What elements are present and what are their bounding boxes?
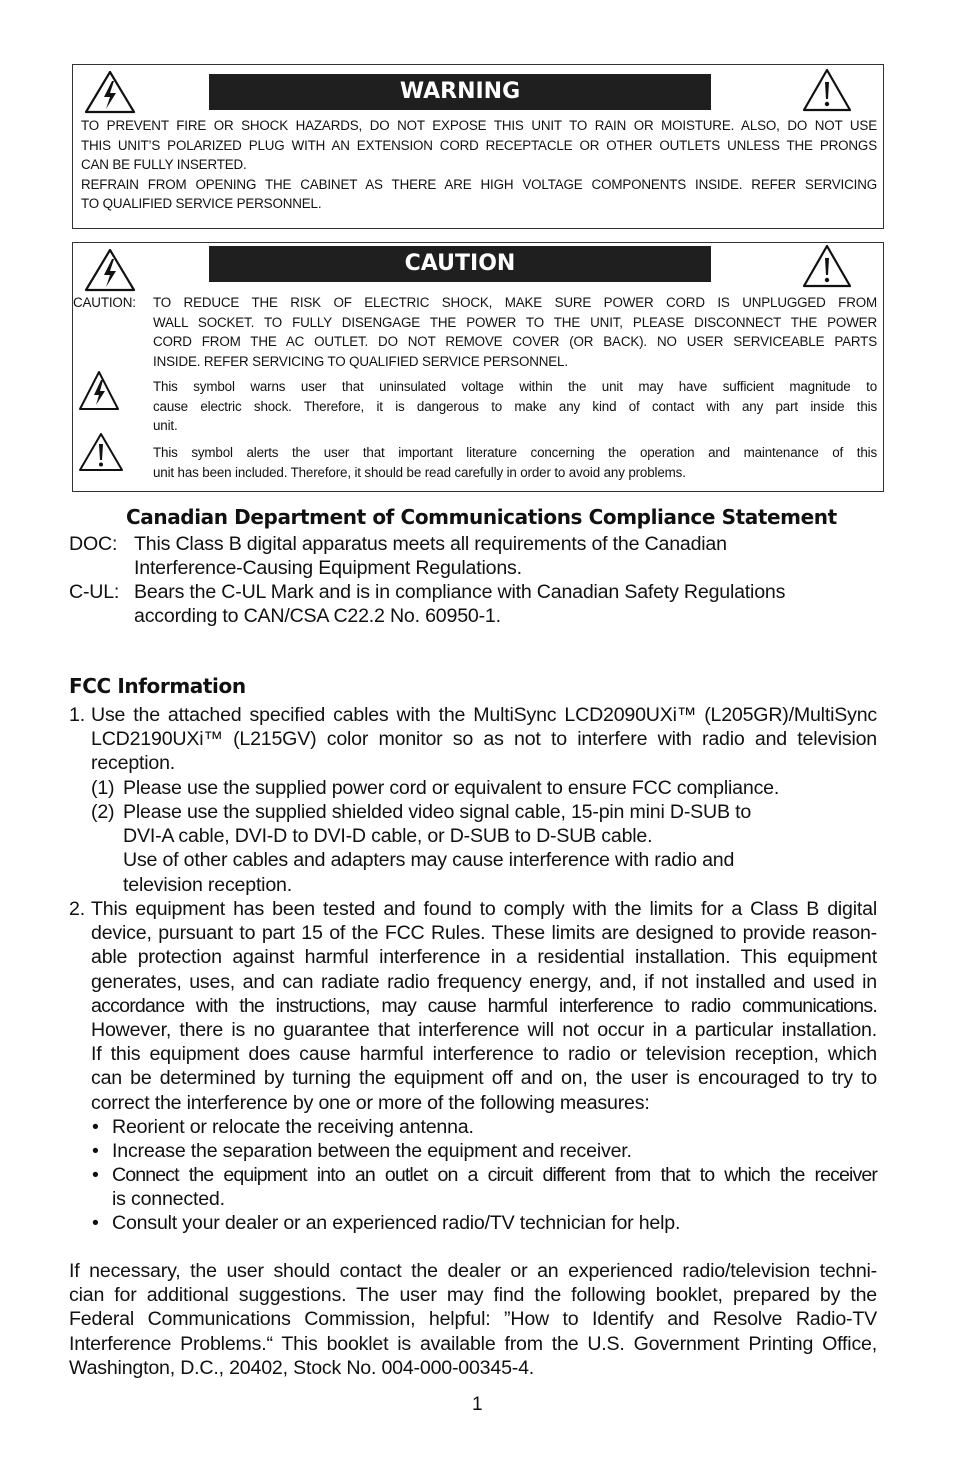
fcc-item-2-line: This equipment has been tested and found to comply with the limits for a Class B digital — [91, 898, 877, 920]
fcc-item-2-line: able protection against harmful interference in a residential installation. This equipment — [91, 946, 877, 969]
fcc-item-number: 1. — [69, 704, 85, 726]
fcc-bullet-line: is connected. — [112, 1188, 225, 1211]
literature-symbol-line: unit has been included. Therefore, it should be read carefully in order to avoid any problems. — [153, 464, 686, 480]
doc-text — [134, 532, 727, 580]
fcc-closing-paragraph — [69, 1259, 877, 1380]
fcc-closing-line: Interference Problems.“ This booklet is available from the U.S. Government Printing Office, — [69, 1332, 877, 1355]
canadian-title: Canadian Department of Communications Compliance Statement — [126, 505, 837, 529]
warning-line: TO PREVENT FIRE OR SHOCK HAZARDS, DO NOT EXPOSE THIS UNIT TO RAIN OR MOISTURE. ALSO, DO NOT USE — [81, 118, 877, 133]
warning-line: REFRAIN FROM OPENING THE CABINET AS THERE ARE HIGH VOLTAGE COMPONENTS INSIDE. REFER SERVICING — [81, 176, 877, 192]
lightning-triangle-icon — [77, 369, 121, 413]
fcc-item-2-line: can be determined by turning the equipment off and on, the user is encouraged to try to — [91, 1067, 877, 1090]
caution-header: CAUTION — [209, 246, 711, 282]
fcc-subitem-2-line: television reception. — [123, 873, 292, 896]
fcc-item-1-line: LCD2190UXi™ (L215GV) color monitor so as not to interfere with radio and television — [91, 728, 877, 751]
caution-line: INSIDE. REFER SERVICING TO QUALIFIED SERVICE PERSONNEL. — [153, 353, 568, 369]
fcc-bullet — [112, 1139, 632, 1163]
warning-header: WARNING — [209, 74, 711, 110]
fcc-item-2-line: generates, uses, and can radiate radio frequency energy, and, if not installed and used in — [91, 970, 877, 993]
doc-line: Interference-Causing Equipment Regulations. — [134, 557, 522, 580]
fcc-bullet-line: Consult your dealer or an experienced radio/TV technician for help. — [112, 1212, 681, 1234]
bullet-dot: • — [92, 1140, 99, 1162]
lightning-triangle-icon — [83, 247, 137, 293]
caution-line: CORD FROM THE AC OUTLET. DO NOT REMOVE COVER (OR BACK). NO USER SERVICEABLE PARTS — [153, 334, 877, 350]
fcc-item-1 — [91, 703, 877, 776]
fcc-item-2-line: However, there is no guarantee that interference will not occur in a particular installation. — [91, 1019, 877, 1042]
fcc-bullet — [112, 1115, 474, 1139]
literature-symbol-line: This symbol alerts the user that important literature concerning the operation and maintenance of this — [153, 445, 877, 460]
voltage-symbol-text — [153, 377, 877, 436]
fcc-subitem-2-line: Please use the supplied shielded video signal cable, 15-pin mini D-SUB to — [123, 801, 752, 823]
fcc-item-2 — [91, 897, 877, 1115]
literature-symbol-text — [153, 443, 877, 482]
fcc-bullet-line: Increase the separation between the equipment and receiver. — [112, 1140, 632, 1162]
fcc-subitem-2-line: Use of other cables and adapters may cause interference with radio and — [123, 849, 735, 872]
fcc-subitem-1-line: Please use the supplied power cord or equivalent to ensure FCC compliance. — [123, 777, 780, 799]
doc-line: This Class B digital apparatus meets all requirements of the Canadian — [134, 533, 727, 555]
warning-line: TO QUALIFIED SERVICE PERSONNEL. — [81, 196, 322, 212]
fcc-item-2-line: accordance with the instructions, may cause harmful interference to radio communications. — [91, 994, 877, 1017]
doc-label: DOC: — [69, 533, 118, 555]
exclamation-triangle-icon — [801, 67, 853, 113]
fcc-item-1-line: Use the attached specified cables with the MultiSync LCD2090UXi™ (L205GR)/MultiSync — [91, 704, 877, 726]
lightning-triangle-icon — [83, 69, 137, 115]
fcc-bullet — [112, 1163, 877, 1211]
fcc-title: FCC Information — [69, 674, 246, 698]
fcc-subitem-number: (1) — [91, 777, 115, 799]
caution-line: WALL SOCKET. TO FULLY DISENGAGE THE POWER TO THE UNIT, PLEASE DISCONNECT THE POWER — [153, 314, 877, 330]
caution-text — [153, 293, 877, 371]
fcc-item-1-line: reception. — [91, 752, 176, 775]
warning-line: CAN BE FULLY INSERTED. — [81, 157, 247, 173]
bullet-dot: • — [92, 1212, 99, 1234]
caution-label: CAUTION: — [73, 295, 136, 310]
bullet-dot: • — [92, 1164, 99, 1186]
warning-box — [72, 64, 884, 229]
fcc-subitem-2 — [123, 800, 751, 897]
caution-line: TO REDUCE THE RISK OF ELECTRIC SHOCK, MAKE SURE POWER CORD IS UNPLUGGED FROM — [153, 295, 877, 310]
fcc-closing-line: Washington, D.C., 20402, Stock No. 004-000-00345-4. — [69, 1356, 535, 1379]
caution-box — [72, 242, 884, 492]
voltage-symbol-line: cause electric shock. Therefore, it is dangerous to make any kind of contact with any part inside this — [153, 398, 877, 414]
voltage-symbol-line: This symbol warns user that uninsulated voltage within the unit may have sufficient magnitude to — [153, 379, 877, 394]
cul-line: Bears the C-UL Mark and is in compliance with Canadian Safety Regulations — [134, 581, 786, 603]
voltage-symbol-line: unit. — [153, 418, 178, 434]
fcc-item-number: 2. — [69, 898, 85, 920]
fcc-item-2-line: correct the interference by one or more of the following measures: — [91, 1091, 650, 1114]
fcc-item-2-line: device, pursuant to part 15 of the FCC Rules. These limits are designed to provide reason- — [91, 922, 877, 945]
warning-text — [81, 116, 877, 214]
fcc-bullet — [112, 1211, 680, 1235]
fcc-bullet-line: Connect the equipment into an outlet on a circuit different from that to which the receiver — [112, 1164, 877, 1186]
exclamation-triangle-icon — [77, 431, 125, 473]
fcc-closing-line: cian for additional suggestions. The user may find the following booklet, prepared by the — [69, 1284, 877, 1307]
cul-label: C-UL: — [69, 581, 120, 603]
exclamation-triangle-icon — [801, 243, 853, 289]
fcc-bullet-line: Reorient or relocate the receiving antenna. — [112, 1116, 474, 1138]
bullet-dot: • — [92, 1116, 99, 1138]
page-number: 1 — [472, 1394, 483, 1415]
cul-line: according to CAN/CSA C22.2 No. 60950-1. — [134, 605, 501, 628]
fcc-subitem-1 — [123, 776, 779, 800]
warning-line: THIS UNIT’S POLARIZED PLUG WITH AN EXTENSION CORD RECEPTACLE OR OTHER OUTLETS UNLESS THE PRONGS — [81, 137, 877, 153]
fcc-subitem-2-line: DVI-A cable, DVI-D to DVI-D cable, or D-SUB to D-SUB cable. — [123, 825, 653, 848]
cul-text — [134, 580, 785, 628]
fcc-closing-line: If necessary, the user should contact the dealer or an experienced radio/television techni- — [69, 1260, 877, 1282]
fcc-closing-line: Federal Communications Commission, helpful: ”How to Identify and Resolve Radio-TV — [69, 1308, 877, 1331]
fcc-subitem-number: (2) — [91, 801, 115, 823]
fcc-item-2-line: If this equipment does cause harmful interference to radio or television reception, which — [91, 1043, 877, 1066]
